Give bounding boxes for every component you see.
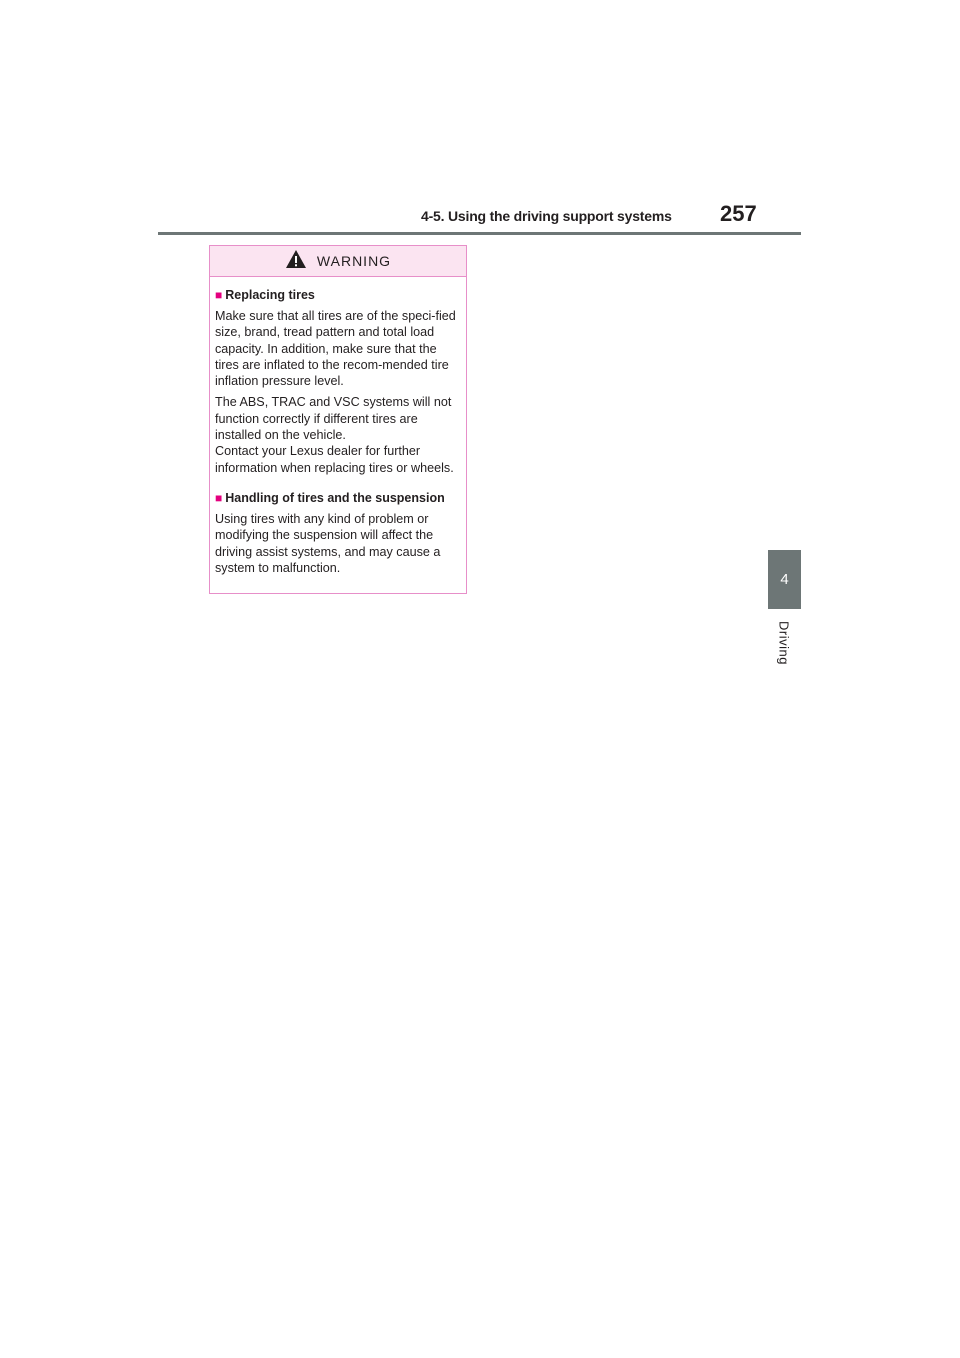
chapter-tab xyxy=(768,550,801,609)
chapter-number: 4 xyxy=(780,571,789,588)
square-bullet-icon: ■ xyxy=(215,288,223,302)
section-heading-tires-suspension xyxy=(215,490,458,506)
warning-title: WARNING xyxy=(316,253,392,269)
square-bullet-icon: ■ xyxy=(215,490,223,505)
chapter-label: Driving xyxy=(776,621,792,665)
warning-header xyxy=(210,246,466,277)
page-number: 257 xyxy=(720,201,757,226)
warning-triangle-icon xyxy=(285,249,307,274)
warning-body xyxy=(210,277,466,576)
warning-box xyxy=(209,245,467,594)
header-divider xyxy=(158,232,801,235)
paragraph: The ABS, TRAC and VSC systems will not function correctly if different tires are installed on the vehicle. xyxy=(215,395,452,443)
section-heading-text: Replacing tires xyxy=(225,288,315,302)
paragraph: Using tires with any kind of problem or modifying the suspension will affect the driving assist systems, and may cause a system to malfunction. xyxy=(215,511,441,575)
paragraph: Make sure that all tires are of the speci-fied size, brand, tread pattern and total load capacity. In addition, make sure that the tires are inflated to the recom-mended tire inflation pressure level. xyxy=(215,309,456,389)
spacer xyxy=(215,476,458,484)
header-section-title: 4-5. Using the driving support systems xyxy=(421,208,672,224)
section-heading-replacing-tires xyxy=(215,287,458,303)
section-heading-text: Handling of tires and the suspension xyxy=(225,490,445,505)
paragraph: Contact your Lexus dealer for further information when replacing tires or wheels. xyxy=(215,444,454,475)
